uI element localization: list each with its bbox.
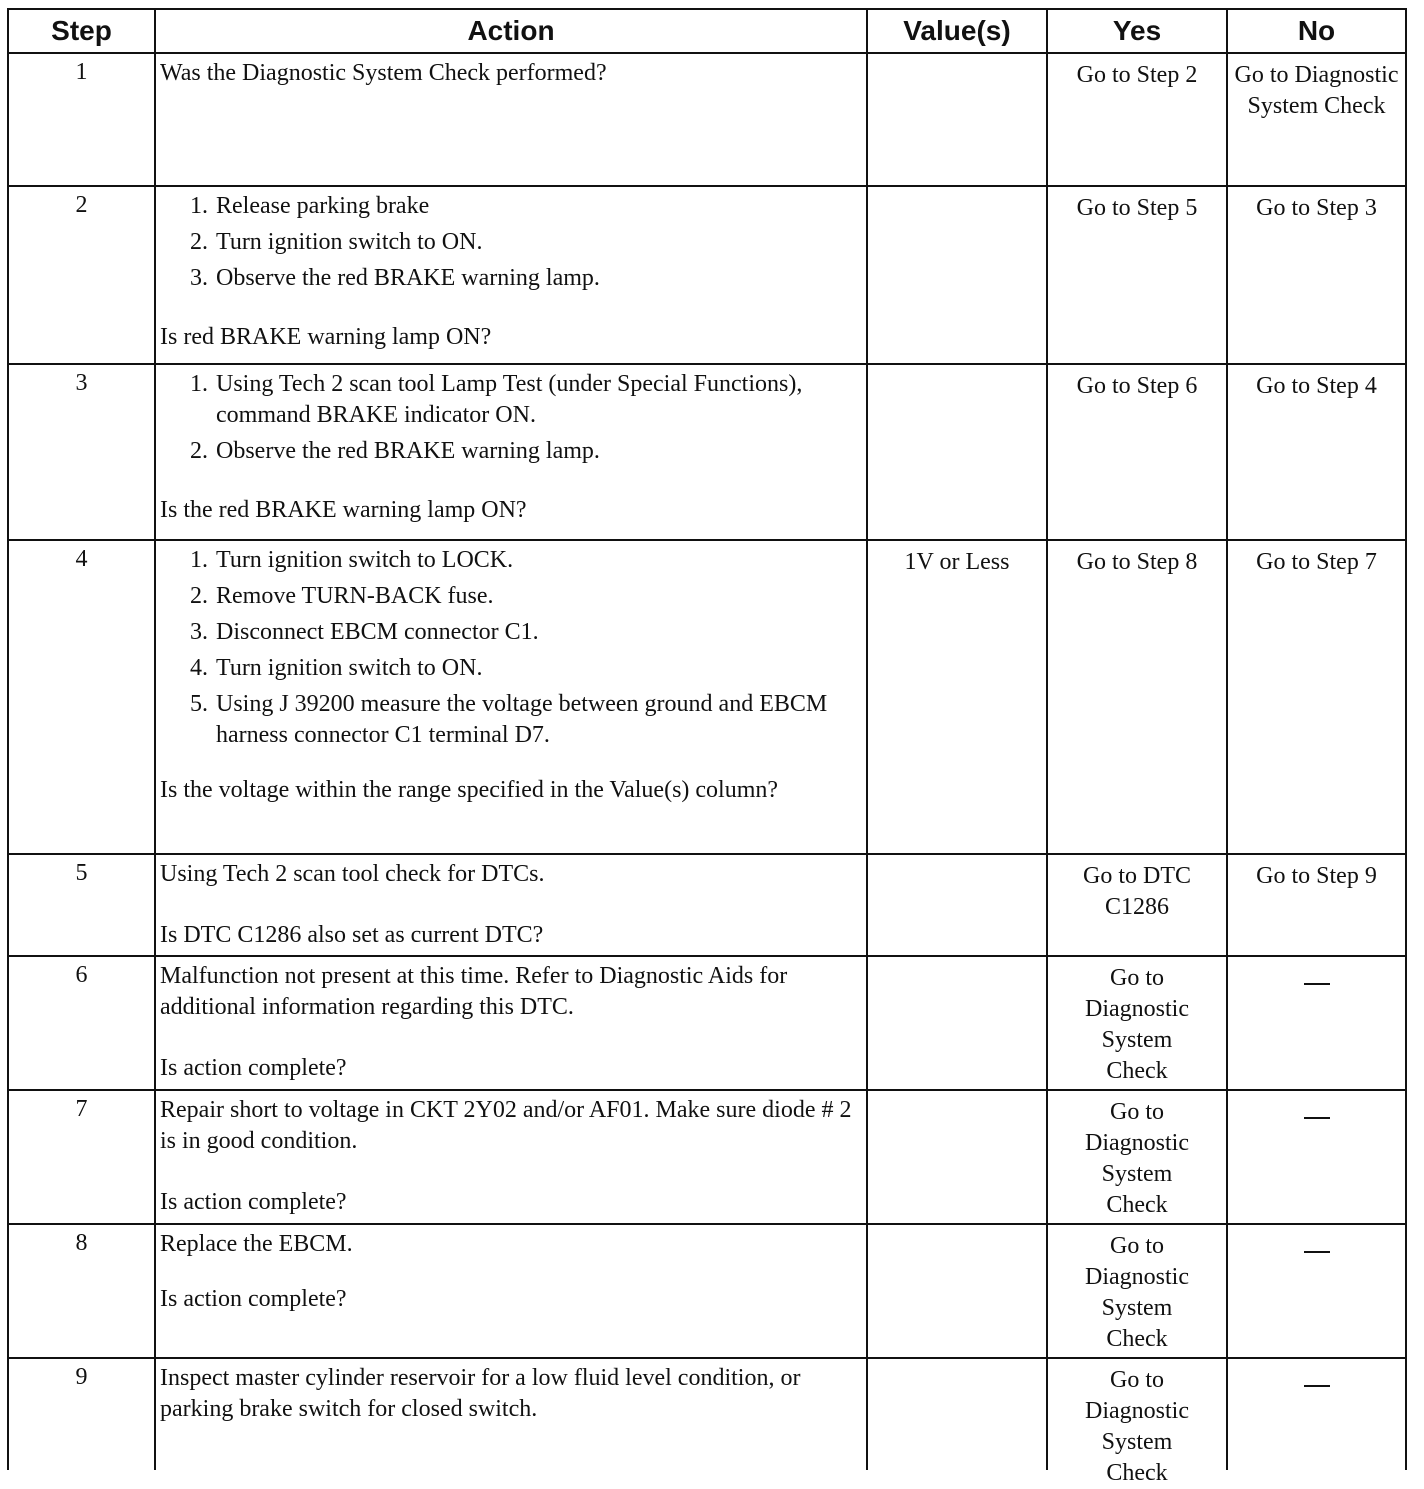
header-yes: Yes — [1047, 9, 1227, 53]
action-cell — [155, 1224, 867, 1358]
action-list — [190, 369, 858, 467]
no-cell — [1227, 1090, 1406, 1224]
list-item: 1. Release parking brake — [190, 193, 430, 219]
action-text: Malfunction not present at this time. Refer to Diagnostic Aids for additional information regarding this DTC. — [160, 963, 788, 1020]
yes-cell: Go to Step 2 — [1047, 53, 1227, 186]
action-text: Inspect master cylinder reservoir for a low fluid level condition, or parking brake switch for closed switch. — [160, 1365, 801, 1422]
action-question: Is the voltage within the range specified in the Value(s) column? — [160, 777, 779, 803]
yes-cell: Go to Diagnostic System Check — [1047, 1090, 1227, 1224]
header-no: No — [1227, 9, 1406, 53]
action-text: Using Tech 2 scan tool check for DTCs. — [160, 861, 545, 887]
value-cell — [867, 956, 1047, 1090]
value-cell — [867, 364, 1047, 540]
yes-cell: Go to Diagnostic System Check — [1047, 1224, 1227, 1358]
header-row — [8, 9, 1406, 53]
action-cell — [155, 956, 867, 1090]
no-dash — [1304, 1251, 1330, 1253]
action-cell — [155, 540, 867, 854]
diagnostic-table — [7, 8, 1407, 1486]
action-question: Is DTC C1286 also set as current DTC? — [160, 922, 544, 948]
table-row — [8, 1090, 1406, 1224]
action-cell — [155, 186, 867, 364]
no-cell: Go to Diagnostic System Check — [1227, 53, 1406, 186]
value-cell — [867, 53, 1047, 186]
table-row — [8, 53, 1406, 186]
yes-cell: Go to DTC C1286 — [1047, 854, 1227, 956]
table-row — [8, 956, 1406, 1090]
step-number: 7 — [8, 1090, 155, 1224]
action-text: Repair short to voltage in CKT 2Y02 and/or AF01. Make sure diode # 2 is in good condition. — [160, 1097, 852, 1154]
list-item: 1. Turn ignition switch to LOCK. — [190, 547, 514, 573]
step-number: 2 — [8, 186, 155, 364]
no-cell — [1227, 956, 1406, 1090]
table-row — [8, 186, 1406, 364]
header-values: Value(s) — [867, 9, 1047, 53]
yes-cell: Go to Step 8 — [1047, 540, 1227, 854]
action-text: Replace the EBCM. — [160, 1231, 353, 1257]
action-text: Was the Diagnostic System Check performed? — [160, 60, 607, 86]
value-cell — [867, 854, 1047, 956]
yes-cell: Go to Step 6 — [1047, 364, 1227, 540]
no-cell — [1227, 1358, 1406, 1470]
step-number: 6 — [8, 956, 155, 1090]
no-cell: Go to Step 3 — [1227, 186, 1406, 364]
list-item: 1. Using Tech 2 scan tool Lamp Test (under Special Functions), command BRAKE indicator ON. — [190, 371, 803, 428]
yes-cell: Go to Diagnostic System Check — [1047, 956, 1227, 1090]
action-question: Is red BRAKE warning lamp ON? — [160, 324, 492, 350]
action-cell — [155, 364, 867, 540]
table-row — [8, 1224, 1406, 1358]
value-cell — [867, 186, 1047, 364]
action-list — [190, 545, 858, 751]
table-row — [8, 364, 1406, 540]
action-list — [190, 191, 858, 294]
no-cell: Go to Step 7 — [1227, 540, 1406, 854]
no-cell: Go to Step 4 — [1227, 364, 1406, 540]
header-action: Action — [155, 9, 867, 53]
no-cell — [1227, 1224, 1406, 1358]
step-number: 5 — [8, 854, 155, 956]
action-question: Is action complete? — [160, 1286, 347, 1312]
action-question: Is action complete? — [160, 1055, 347, 1081]
value-cell — [867, 1224, 1047, 1358]
step-number: 3 — [8, 364, 155, 540]
value-cell: 1V or Less — [867, 540, 1047, 854]
step-number: 4 — [8, 540, 155, 854]
no-dash — [1304, 983, 1330, 985]
yes-text-clipped: Go to Diagnostic System Check — [1085, 1367, 1189, 1486]
table-row — [8, 854, 1406, 956]
no-dash — [1304, 1117, 1330, 1119]
action-cell — [155, 53, 867, 186]
list-item: 3. Observe the red BRAKE warning lamp. — [190, 265, 600, 291]
no-dash — [1304, 1385, 1330, 1387]
action-cell — [155, 1358, 867, 1470]
table-row — [8, 540, 1406, 854]
header-step: Step — [8, 9, 155, 53]
no-cell: Go to Step 9 — [1227, 854, 1406, 956]
yes-cell: Go to Step 5 — [1047, 186, 1227, 364]
list-item: 2. Remove TURN-BACK fuse. — [190, 583, 494, 609]
step-number: 9 — [8, 1358, 155, 1470]
list-item: 5. Using J 39200 measure the voltage between ground and EBCM harness connector C1 terminal D7. — [190, 691, 828, 748]
table-row — [8, 1358, 1406, 1470]
list-item: 2. Turn ignition switch to ON. — [190, 229, 483, 255]
value-cell — [867, 1358, 1047, 1470]
list-item: 2. Observe the red BRAKE warning lamp. — [190, 438, 600, 464]
action-question: Is the red BRAKE warning lamp ON? — [160, 497, 527, 523]
list-item: 3. Disconnect EBCM connector C1. — [190, 619, 539, 645]
step-number: 1 — [8, 53, 155, 186]
action-cell — [155, 854, 867, 956]
yes-cell — [1047, 1358, 1227, 1486]
step-number: 8 — [8, 1224, 155, 1358]
list-item: 4. Turn ignition switch to ON. — [190, 655, 483, 681]
action-question: Is action complete? — [160, 1189, 347, 1215]
value-cell — [867, 1090, 1047, 1224]
action-cell — [155, 1090, 867, 1224]
